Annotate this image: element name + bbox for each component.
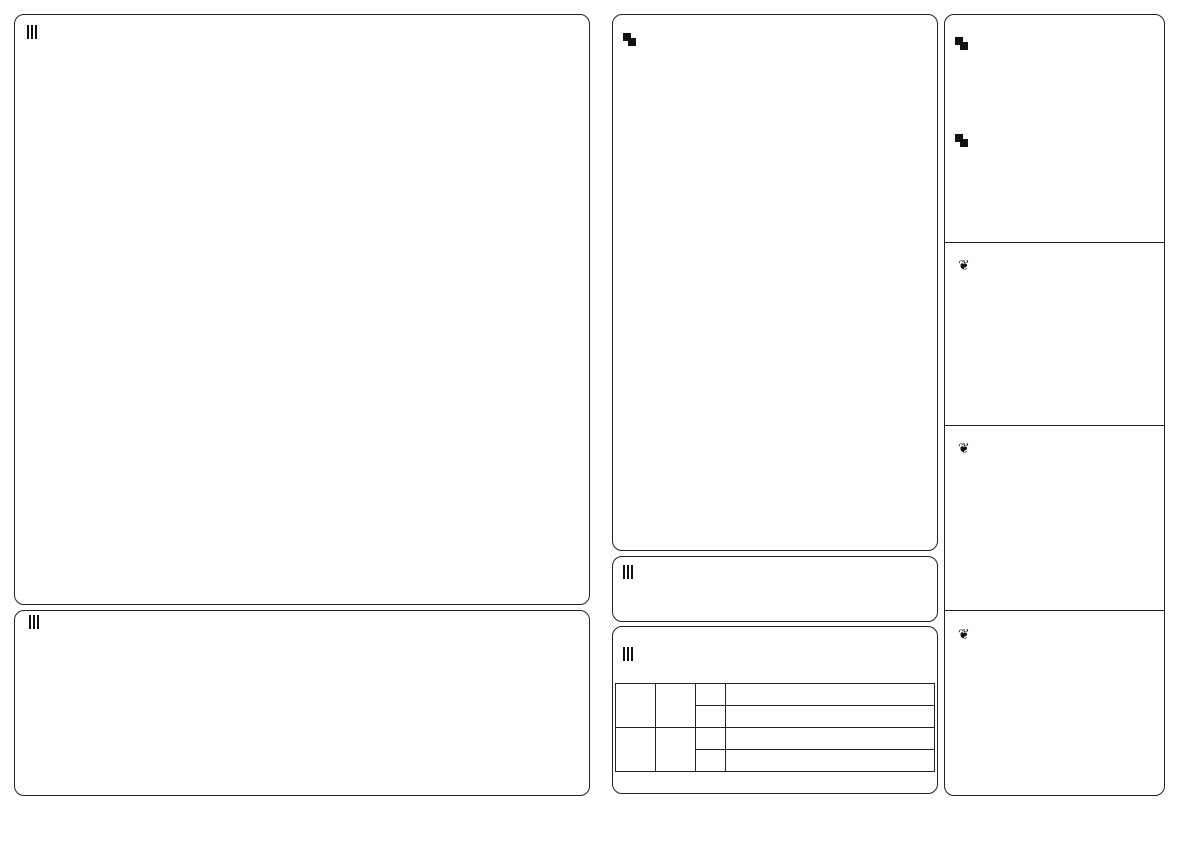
usher-role (656, 684, 696, 728)
divider (944, 610, 1165, 611)
ushers-panel (612, 626, 938, 794)
offering-header (27, 25, 43, 39)
dots-icon (623, 647, 633, 661)
usher-name (726, 706, 935, 728)
usher-name (726, 728, 935, 750)
dots-icon (27, 25, 37, 39)
right-panel (944, 14, 1165, 796)
ushers-table (615, 683, 935, 772)
divider (944, 425, 1165, 426)
usher-part (696, 750, 726, 772)
usher-part (696, 728, 726, 750)
usher-part (696, 706, 726, 728)
offering-panel (14, 14, 590, 605)
usher-month (616, 684, 656, 728)
dots-icon (29, 615, 39, 629)
square-icon (955, 37, 963, 45)
rose-icon: ❦ (958, 441, 970, 457)
usher-part (696, 684, 726, 706)
service-panel (612, 14, 938, 551)
rose-icon: ❦ (958, 258, 970, 274)
usher-name (726, 684, 935, 706)
usher-month (616, 728, 656, 772)
order-of-worship (613, 139, 937, 539)
usher-name (726, 750, 935, 772)
rose-icon: ❦ (958, 627, 970, 643)
divider (944, 242, 1165, 243)
square-icon (955, 134, 963, 142)
usher-role (656, 728, 696, 772)
square-icon (623, 33, 631, 41)
thanks-panel (14, 610, 590, 796)
dots-icon (623, 565, 633, 579)
next-prayer-panel (612, 556, 938, 622)
